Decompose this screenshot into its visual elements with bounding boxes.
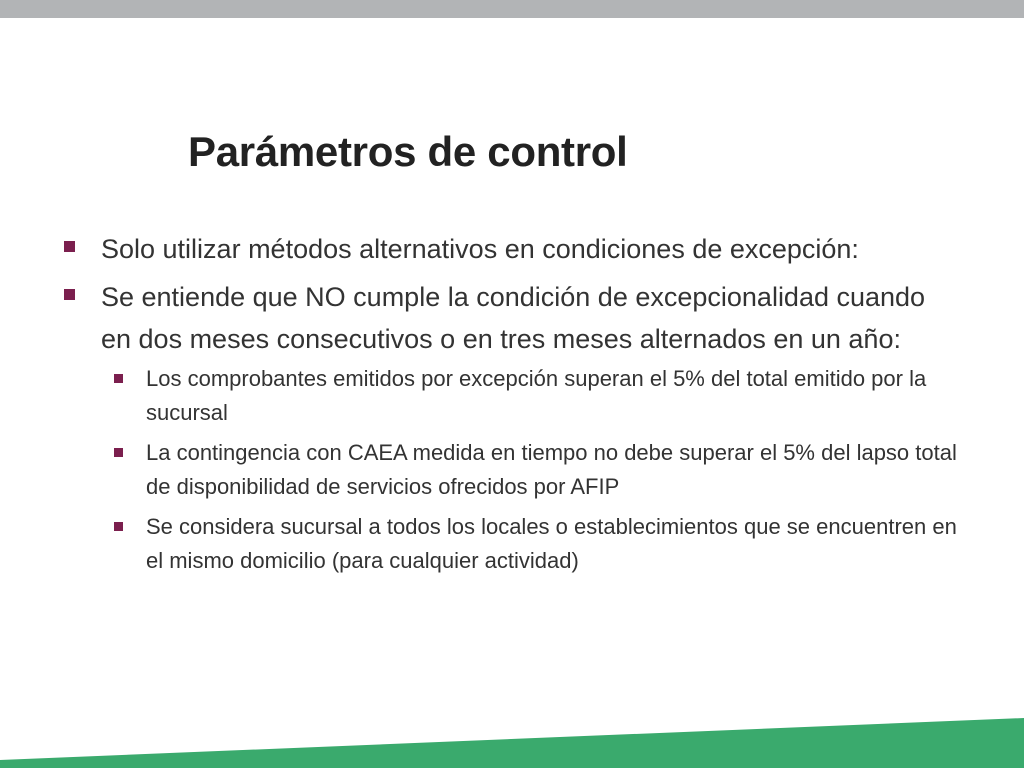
slide-title: Parámetros de control bbox=[188, 128, 628, 175]
square-bullet-icon bbox=[64, 241, 75, 252]
bullet-list bbox=[60, 228, 960, 584]
square-bullet-icon bbox=[114, 522, 123, 531]
bullet-text: Se entiende que NO cumple la condición de excepcionalidad cuando en dos meses consecutivos o en tres meses alternados en un año: bbox=[101, 282, 926, 354]
sub-bullet-item bbox=[101, 362, 960, 430]
bottom-accent-shape bbox=[0, 718, 1024, 768]
sub-bullet-list bbox=[101, 362, 960, 578]
square-bullet-icon bbox=[114, 374, 123, 383]
square-bullet-icon bbox=[114, 448, 123, 457]
sub-bullet-text: Los comprobantes emitidos por excepción superan el 5% del total emitido por la sucursal bbox=[146, 366, 927, 425]
bottom-accent-bar bbox=[0, 718, 1024, 768]
top-bar bbox=[0, 0, 1024, 18]
sub-bullet-text: Se considera sucursal a todos los locales o establecimientos que se encuentren en el mismo domicilio (para cualquier actividad) bbox=[146, 514, 957, 573]
bullet-item bbox=[60, 276, 960, 578]
sub-bullet-text: La contingencia con CAEA medida en tiempo no debe superar el 5% del lapso total de disponibilidad de servicios ofrecidos por AFIP bbox=[146, 440, 957, 499]
bullet-item bbox=[60, 228, 960, 270]
sub-bullet-item bbox=[101, 510, 960, 578]
sub-bullet-item bbox=[101, 436, 960, 504]
bullet-text: Solo utilizar métodos alternativos en condiciones de excepción: bbox=[101, 234, 859, 264]
square-bullet-icon bbox=[64, 289, 75, 300]
